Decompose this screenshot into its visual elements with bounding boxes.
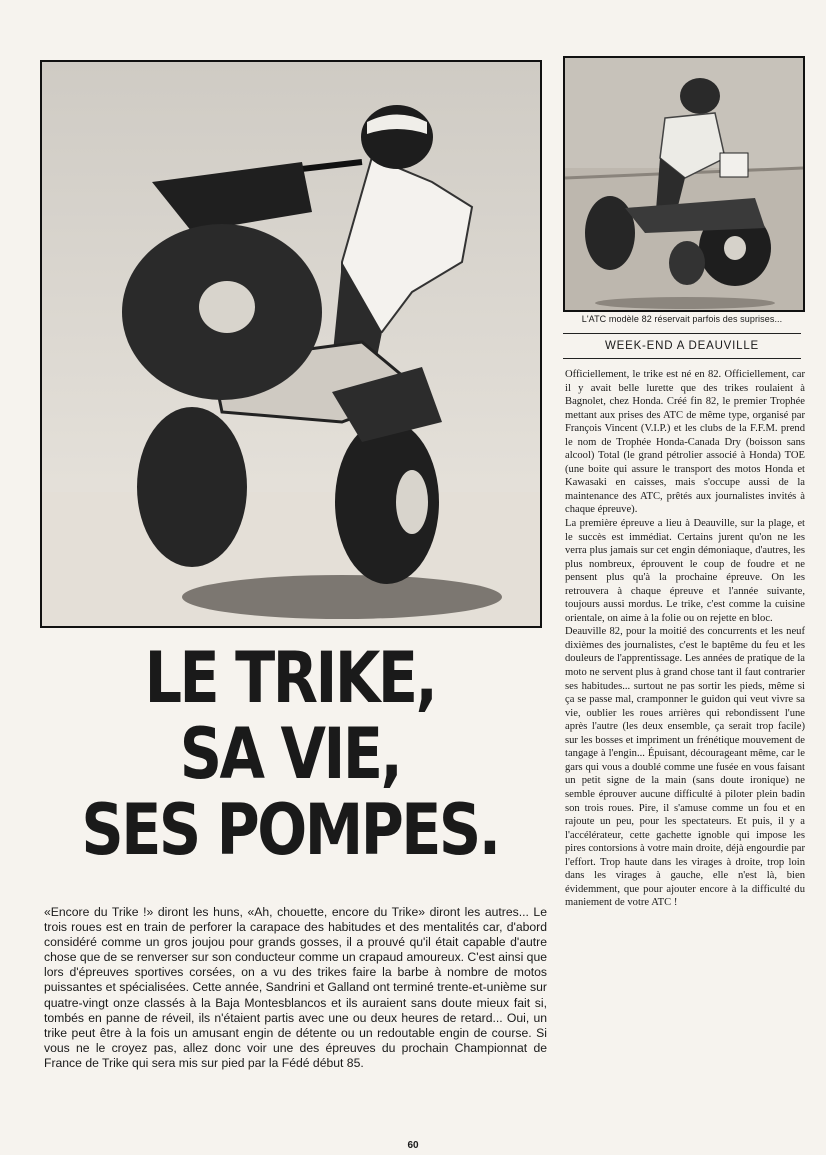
section-heading: WEEK-END A DEAUVILLE bbox=[563, 333, 801, 359]
lead-paragraph: «Encore du Trike !» diront les huns, «Ah, chouette, encore du Trike» diront les autres... Le trois roues est en train de perforer la carapace des habitudes et des mentalités car, d'abord considéré comme un gros joujou pour grands gosses, il a prouvé qu'il était capable d'autre chose que de se renverser sur son conducteur comme un crapaud amoureux. C'est ainsi que lors d'épreuves sportives corsées, on a vu des trikes faire la barbe à nombre de motos puissantes et spécialisées. Cette année, Sandrini et Galland ont terminé trente-et-unième sur quatre-vingt onze classés à la Baja Montesblancos et ils auraient sans doute mieux fait si, tombés en panne de réveil, ils n'étaient partis avec une ou deux heures de retard... Oui, un trike peut être à la fois un amusant engin de détente ou un redoutable engin de course. Si vous ne le croyez pas, allez donc voir une des épreuves du prochain Championnat de France de Trike qui sera mis sur pied par la Fédé début 85. bbox=[44, 905, 547, 1070]
photo-caption: L'ATC modèle 82 réservait parfois des suprises... bbox=[581, 314, 783, 324]
page-number: 60 bbox=[407, 1140, 419, 1151]
article-paragraph: Officiellement, le trike est né en 82. Officiellement, car il y avait belle lurette que des trikes roulaient à Bagnolet, chez Honda. Créé fin 82, le premier Trophée mettant aux prises des ATC de même type, organisé par François Vincent (V.I.P.) et les clubs de la F.F.M. prend le nom de Trophée Honda-Canada Dry (boisson sans alcool) Total (le grand pétrolier associé à Honda) TOE (une boite qui assure le transport des motos Honda et Kawasaki en caisses, mais s'occupe aussi de la maintenance des ATC, prêtés aux journalistes invités à chaque épreuve). bbox=[565, 369, 805, 516]
headline-line-1: LE TRIKE, bbox=[144, 637, 436, 719]
main-photo-illustration bbox=[42, 62, 540, 626]
headline-line-2: SA VIE, bbox=[179, 713, 401, 795]
side-photo-illustration bbox=[565, 58, 803, 310]
right-column-article bbox=[565, 368, 805, 910]
main-photo bbox=[40, 60, 542, 628]
side-photo bbox=[563, 56, 805, 312]
article-paragraph: La première épreuve a lieu à Deauville, sur la plage, et le succès est immédiat. Certains jurent qu'on ne les verra plus jamais sur cet engin démoniaque, d'autres, les plus nombreux, éprouvent le coup de foudre et ne pensent plus qu'à la prochaine épreuve. On les retrouvera à chaque épreuve et l'année suivante, toujours aussi mordus. Le trike, c'est comme la cuisine orientale, on aime à la folie ou on rejette en bloc. bbox=[565, 518, 805, 624]
headline-line-3: SES POMPES. bbox=[81, 789, 499, 871]
article-paragraph: Deauville 82, pour la moitié des concurrents et les neuf dixièmes des journalistes, c'est le baptême du feu et les douleurs de l'apprentissage. Les années de pratique de la moto ne servent plus à grand chose tant il faut contrarier ses habitudes... surtout ne pas sortir les pieds, même si ça se passe mal, cramponner le guidon qui veut vivre sa vie, oublier les roues arrières qui rebondissent l'une après l'autre (les deux ensemble, ça serait trop facile) sur les bosses et impriment un frénétique mouvement de tangage à l'engin... Épuisant, décourageant même, car le gars qui vous a doublé comme une fusée en vous faisant un petit signe de la main (sans doute ironique) ne semble éprouver aucune difficulté à piloter plein badin son trois roues. Pire, il s'amuse comme un fou et en rajoute un peu, pour les spectateurs. Et puis, il y a l'accélérateur, cette gachette ignoble qui impose les pires contorsions à votre main droite, déjà engourdie par l'effort. Trop haute dans les virages à droite, trop loin dans les virages à gauche, elle n'est là, bien évidemment, que pour ajouter encore à la difficulté du maniement de votre ATC ! bbox=[565, 626, 805, 909]
headline bbox=[80, 637, 500, 871]
